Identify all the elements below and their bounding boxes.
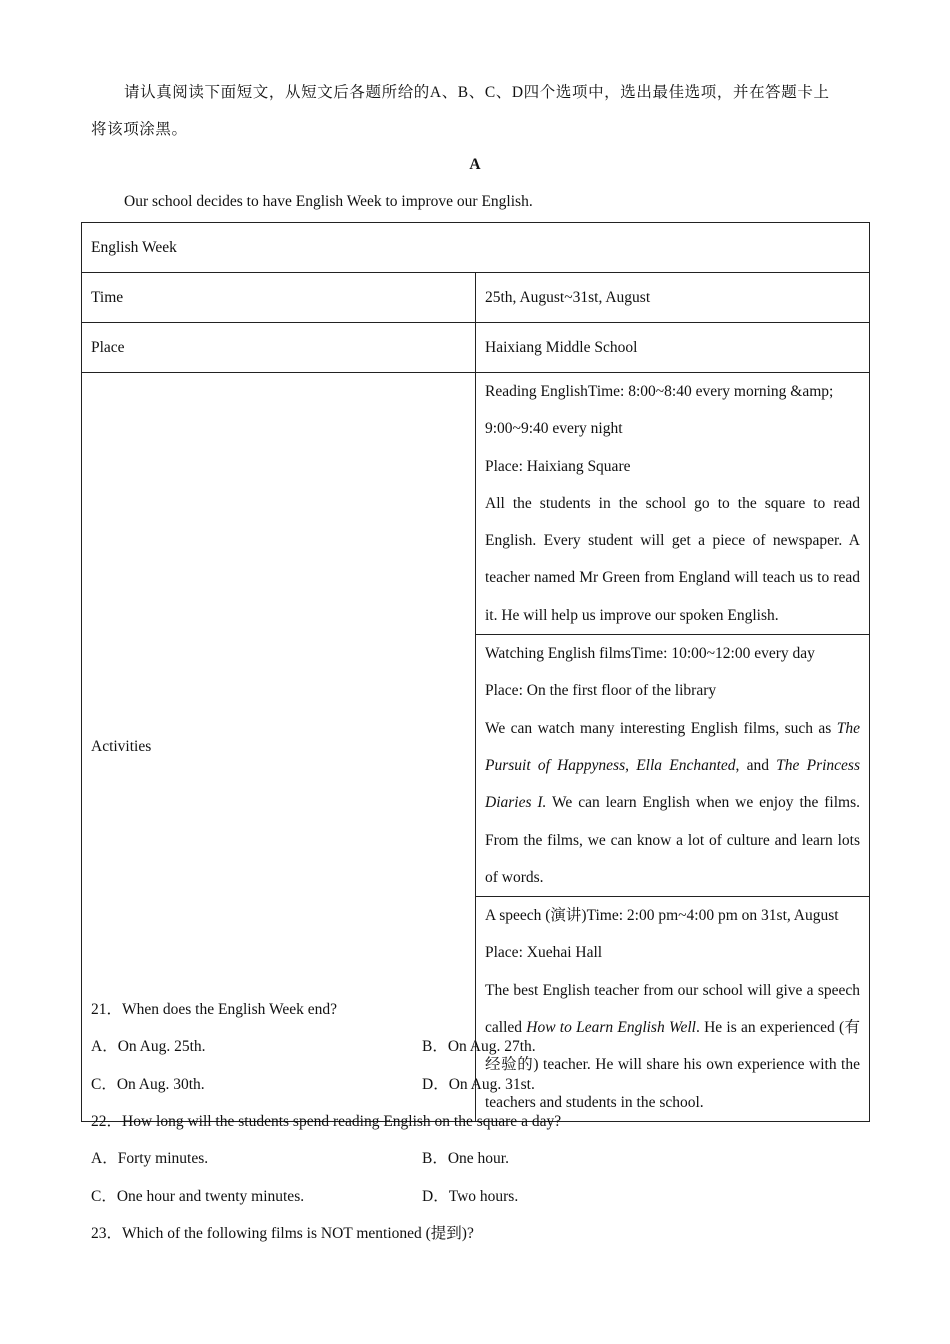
film-title-1: The Pursuit of Happyness bbox=[485, 719, 860, 774]
question-21: 21．When does the English Week end? bbox=[91, 1001, 337, 1018]
question-21-option-d: D．On Aug. 31st. bbox=[422, 1076, 535, 1093]
table-title: English Week bbox=[82, 223, 870, 273]
instructions-line-2: 将该项涂黑。 bbox=[91, 121, 188, 138]
time-value: 25th, August~31st, August bbox=[476, 273, 870, 323]
section-heading: A bbox=[469, 156, 481, 173]
activity-films-body bbox=[485, 710, 860, 896]
films-body-b: We can learn English when we enjoy the films. From the films, we can know a lot of culture and learn lots of words. bbox=[485, 794, 861, 886]
films-sep-2: , and bbox=[735, 756, 777, 774]
place-label: Place bbox=[82, 323, 476, 373]
section-intro: Our school decides to have English Week to improve our English. bbox=[124, 193, 533, 210]
question-22-option-c: C．One hour and twenty minutes. bbox=[91, 1188, 305, 1205]
activity-films bbox=[476, 635, 870, 897]
question-22-option-b: B．One hour. bbox=[422, 1150, 509, 1167]
activity-reading-head: Reading EnglishTime: 8:00~8:40 every morning &amp; 9:00~9:40 every night bbox=[485, 383, 834, 438]
activity-speech-head: A speech (演讲)Time: 2:00 pm~4:00 pm on 31st, August bbox=[485, 907, 839, 925]
question-23: 23．Which of the following films is NOT mentioned (提到)? bbox=[91, 1225, 474, 1242]
speech-body-a: The best English teacher from our school will give a speech called bbox=[485, 981, 860, 1037]
activities-label: Activities bbox=[82, 373, 476, 1122]
english-week-table bbox=[81, 222, 870, 1122]
activity-films-head: Watching English filmsTime: 10:00~12:00 every day bbox=[485, 645, 815, 663]
time-label: Time bbox=[82, 273, 476, 323]
question-22: 22．How long will the students spend reading English on the square a day? bbox=[91, 1113, 562, 1130]
activity-speech-body bbox=[485, 972, 860, 1121]
film-title-2: Ella Enchanted bbox=[636, 756, 736, 774]
speech-title: How to Learn English Well bbox=[526, 1019, 696, 1037]
activity-reading bbox=[476, 373, 870, 635]
activity-speech-place: Place: Xuehai Hall bbox=[485, 944, 603, 962]
activity-reading-place: Place: Haixiang Square bbox=[485, 457, 631, 475]
activity-films-place: Place: On the first floor of the library bbox=[485, 682, 717, 700]
films-body-a: We can watch many interesting English films, such as bbox=[485, 719, 837, 737]
speech-body-b: . He is an experienced (有经验的) teacher. He will share his own experience with the teachers and students in the school. bbox=[485, 1019, 860, 1111]
question-21-option-a: A．On Aug. 25th. bbox=[91, 1038, 206, 1055]
instructions-line-1: 请认真阅读下面短文，从短文后各题所给的A、B、C、D四个选项中，选出最佳选项，并在答题卡上 bbox=[124, 84, 830, 101]
film-title-3: The Princess Diaries I. bbox=[485, 756, 860, 812]
question-22-option-d: D．Two hours. bbox=[422, 1188, 519, 1205]
question-21-option-b: B．On Aug. 27th. bbox=[422, 1038, 536, 1055]
question-22-option-a: A．Forty minutes. bbox=[91, 1150, 209, 1167]
place-value: Haixiang Middle School bbox=[476, 323, 870, 373]
question-21-option-c: C．On Aug. 30th. bbox=[91, 1076, 205, 1093]
films-sep-1: , bbox=[625, 756, 637, 774]
activity-reading-body: All the students in the school go to the square to read English. Every student will get a piece of newspaper. A teacher named Mr Green from England will teach us to read it. He will help us improve our spoken English. bbox=[485, 494, 860, 624]
